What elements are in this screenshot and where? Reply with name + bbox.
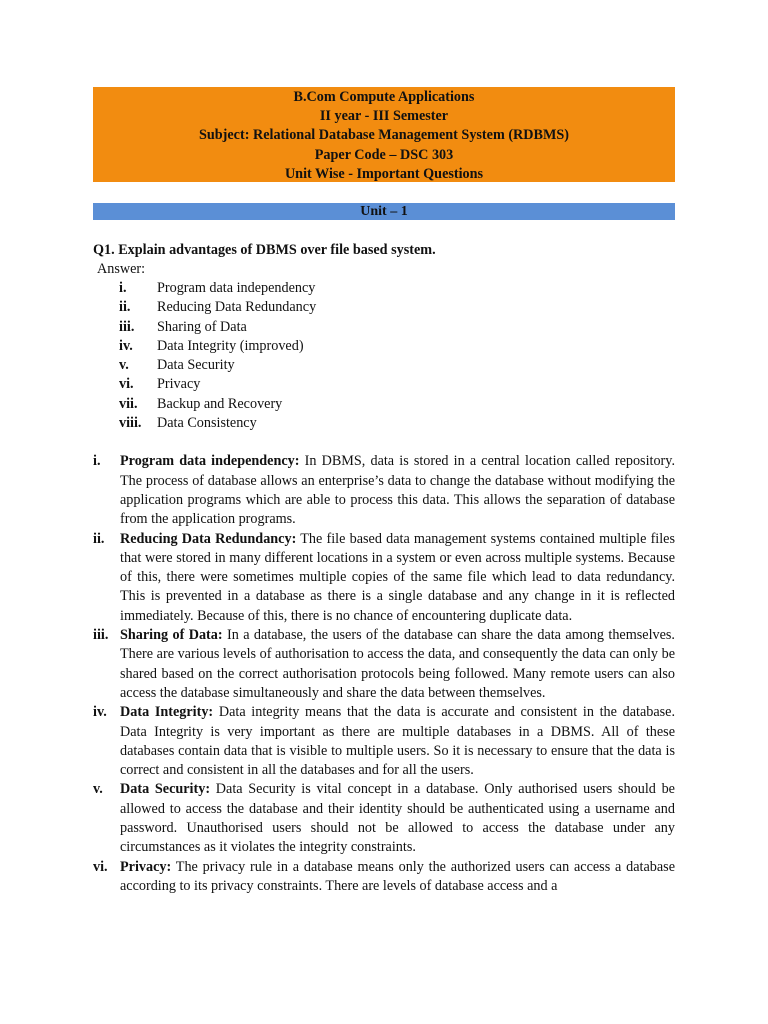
list-text: Data Integrity (improved) [157, 337, 304, 354]
list-number: vii. [119, 395, 138, 412]
explanation-text: Data Security is vital concept in a database. Only authorised users should be allowed to access the database and their identity should be authenticated using a username and password. Unauthorised users should not be allowed to access the database under any circumstances as it violates the integrity constraints. [120, 781, 675, 856]
subject-title: Subject: Relational Database Management System (RDBMS) [198, 127, 570, 144]
list-text: Reducing Data Redundancy [157, 299, 317, 316]
list-text: Privacy [157, 376, 201, 393]
explanation-body [120, 703, 675, 780]
list-text: Program data independency [157, 280, 316, 296]
explanation-number: i. [93, 453, 101, 470]
explanation-item [93, 626, 675, 703]
list-text: Backup and Recovery [157, 395, 283, 412]
list-item [93, 356, 675, 375]
list-text: Data Consistency [157, 415, 257, 432]
list-item [93, 414, 675, 433]
explanation-title: Data Security: [120, 781, 211, 798]
list-number: iv. [119, 337, 133, 354]
question-heading: Q1. Explain advantages of DBMS over file based system. [93, 242, 436, 258]
explanation-text: In a database, the users of the database can share the data among themselves. There are various levels of authorisation to access the data, and consequently the data can only be shared based on the correct authorisation protocols being followed. Many remote users can also access the database simultaneously and share the data between themselves. [120, 627, 675, 701]
document-subtitle: Unit Wise - Important Questions [284, 165, 484, 182]
explanation-item [93, 452, 675, 529]
explanation-text: The privacy rule in a database means only the authorized users can access a database according to its privacy constraints. There are levels of database access and a [120, 858, 675, 894]
explanation-item [93, 703, 675, 780]
explanation-item [93, 530, 675, 626]
list-number: iii. [119, 318, 135, 335]
explanation-item [93, 858, 675, 897]
explanation-body [120, 780, 675, 857]
list-item [93, 318, 675, 337]
explanation-title: Reducing Data Redundancy: [120, 530, 297, 547]
course-title: B.Com Compute Applications [293, 89, 475, 105]
explanation-body [120, 626, 675, 703]
list-number: i. [119, 280, 127, 296]
list-item [93, 337, 675, 356]
explanation-title: Data Integrity: [120, 704, 214, 721]
advantages-list [93, 279, 675, 433]
explanation-body [120, 530, 675, 626]
document-page [93, 87, 675, 896]
explanation-title: Sharing of Data: [120, 627, 223, 644]
list-item [93, 375, 675, 394]
explanation-title: Program data independency: [120, 453, 300, 470]
explanation-number: v. [93, 781, 103, 798]
unit-heading: Unit – 1 [93, 203, 675, 220]
list-number: ii. [119, 299, 131, 316]
explanation-item [93, 780, 675, 857]
list-number: vi. [119, 376, 134, 393]
explanation-text: Data integrity means that the data is accurate and consistent in the database. Data Integrity is very important as there are multiple databases in a DBMS. All of these databases contain data that is visible to multiple users. So it is necessary to ensure that the data is correct and consistent in all the databases and for all the users. [120, 704, 676, 779]
list-number: viii. [119, 415, 142, 432]
paper-code: Paper Code – DSC 303 [314, 146, 454, 163]
explanation-number: vi. [93, 858, 108, 875]
answer-label: Answer: [97, 261, 146, 277]
explanation-body [120, 858, 675, 897]
list-item [93, 279, 675, 298]
list-number: v. [119, 357, 129, 374]
title-block [93, 87, 675, 182]
explanation-number: ii. [93, 530, 105, 547]
list-item [93, 298, 675, 317]
list-text: Data Security [157, 357, 235, 374]
explanation-number: iii. [93, 627, 109, 644]
explanation-title: Privacy: [120, 858, 172, 875]
explanation-body [120, 452, 675, 529]
explanation-text: The file based data management systems contained multiple files that were stored in many different locations in a system or even across multiple systems. Because of this, there were sometimes multiple copies of the same file which lead to data redundancy. This is prevented in a database as there is a single database and any change in it is reflected immediately. Because of this, there is no chance of encountering duplicate data. [120, 530, 675, 624]
explanation-text: In DBMS, data is stored in a central location called repository. The process of database allows an enterprise’s data to change the database without modifying the application programs which are able to process this data. This allows the separation of database from the application programs. [120, 453, 675, 528]
list-text: Sharing of Data [157, 318, 247, 335]
list-item [93, 395, 675, 414]
explanations-list [93, 452, 675, 896]
year-semester: II year - III Semester [319, 108, 449, 125]
explanation-number: iv. [93, 704, 107, 721]
